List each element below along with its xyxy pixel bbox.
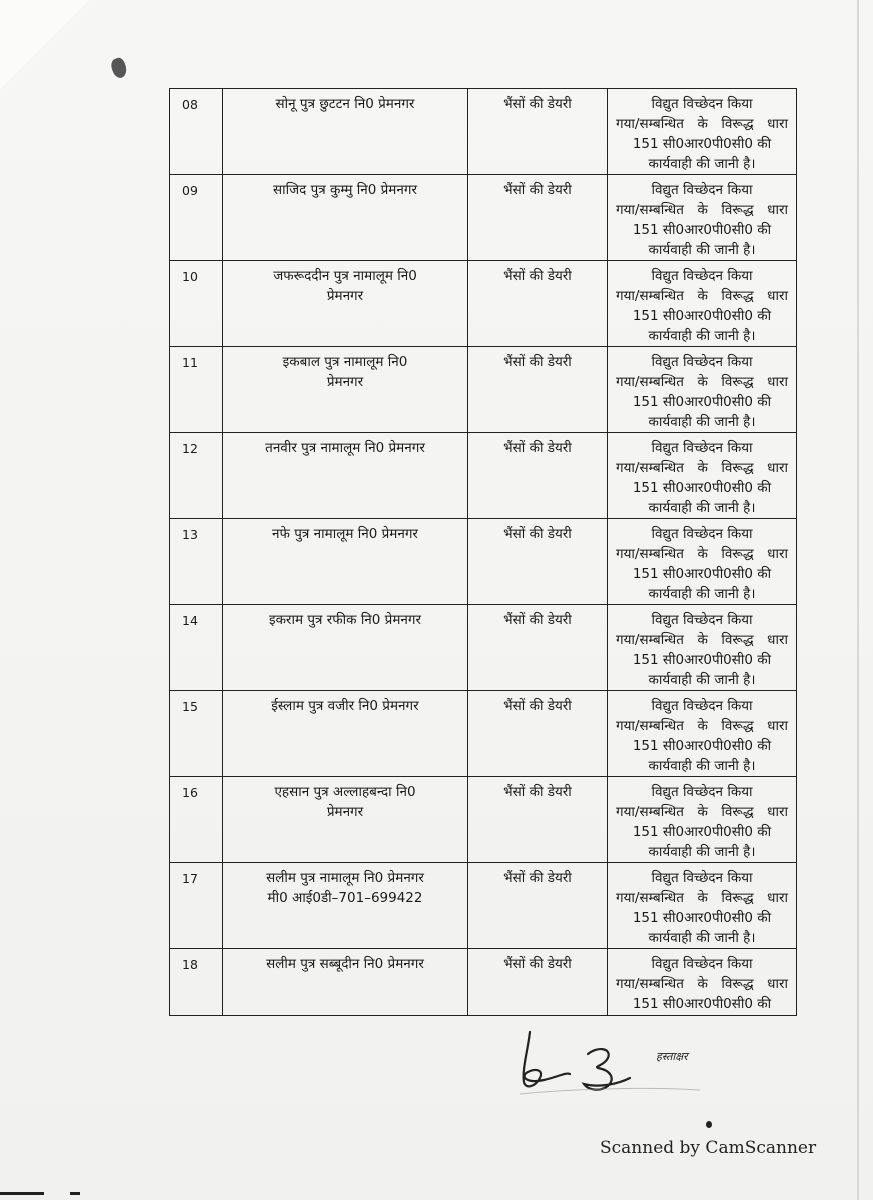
action-taken-line: विद्युत विच्छेदन किया bbox=[651, 440, 753, 456]
business-type-cell: भैंसों की डेयरी bbox=[468, 863, 608, 949]
action-taken-line: गया/सम्बन्धित के विरूद्ध धारा bbox=[616, 546, 788, 562]
serial-number-cell: 12 bbox=[170, 433, 223, 519]
action-taken-line: विद्युत विच्छेदन किया bbox=[651, 612, 753, 628]
action-taken-line: गया/सम्बन्धित के विरूद्ध धारा bbox=[616, 202, 788, 218]
action-taken-line: 151 सी0आर0पी0सी0 की bbox=[632, 910, 772, 926]
consumer-name-cell bbox=[223, 519, 468, 605]
action-taken-line: विद्युत विच्छेदन किया bbox=[651, 354, 753, 370]
handwritten-signature bbox=[500, 1020, 720, 1100]
action-taken-cell bbox=[608, 691, 797, 777]
consumer-name-line: नफे पुत्र नामालूम नि0 प्रेमनगर bbox=[272, 526, 418, 542]
consumer-name-line: एहसान पुत्र अल्लाहबन्दा नि0 bbox=[274, 784, 416, 800]
action-taken-line: गया/सम्बन्धित के विरूद्ध धारा bbox=[616, 890, 788, 906]
action-taken-line: 151 सी0आर0पी0सी0 की bbox=[632, 394, 772, 410]
action-taken-line: गया/सम्बन्धित के विरूद्ध धारा bbox=[616, 116, 788, 132]
action-taken-line: कार्यवाही की जानी है। bbox=[648, 414, 756, 430]
business-type-cell: भैंसों की डेयरी bbox=[468, 519, 608, 605]
table-row bbox=[170, 863, 797, 949]
consumer-name-line: मी0 आई0डी–701–699422 bbox=[267, 890, 423, 906]
table-row bbox=[170, 605, 797, 691]
serial-number-cell: 17 bbox=[170, 863, 223, 949]
action-taken-cell bbox=[608, 605, 797, 691]
consumer-name-line: सलीम पुत्र नामालूम नि0 प्रेमनगर bbox=[266, 870, 424, 886]
consumer-name-line: ईस्लाम पुत्र वजीर नि0 प्रेमनगर bbox=[271, 698, 419, 714]
action-taken-line: विद्युत विच्छेदन किया bbox=[651, 784, 753, 800]
business-type-cell: भैंसों की डेयरी bbox=[468, 261, 608, 347]
serial-number-cell: 16 bbox=[170, 777, 223, 863]
consumer-name-cell bbox=[223, 949, 468, 1016]
consumer-name-line: साजिद पुत्र कुम्मु नि0 प्रेमनगर bbox=[272, 182, 417, 198]
serial-number-cell: 10 bbox=[170, 261, 223, 347]
action-taken-line: 151 सी0आर0पी0सी0 की bbox=[632, 996, 772, 1012]
action-taken-line: गया/सम्बन्धित के विरूद्ध धारा bbox=[616, 374, 788, 390]
action-taken-line: विद्युत विच्छेदन किया bbox=[651, 698, 753, 714]
business-type-cell: भैंसों की डेयरी bbox=[468, 691, 608, 777]
consumer-name-cell bbox=[223, 261, 468, 347]
action-taken-line: कार्यवाही की जानी है। bbox=[648, 328, 756, 344]
action-taken-cell bbox=[608, 347, 797, 433]
action-taken-cell bbox=[608, 863, 797, 949]
business-type-cell: भैंसों की डेयरी bbox=[468, 949, 608, 1016]
business-type-cell: भैंसों की डेयरी bbox=[468, 347, 608, 433]
table-row bbox=[170, 261, 797, 347]
consumer-name-cell bbox=[223, 347, 468, 433]
page-edge bbox=[857, 0, 859, 1200]
ink-blot bbox=[109, 56, 129, 80]
action-taken-line: गया/सम्बन्धित के विरूद्ध धारा bbox=[616, 288, 788, 304]
action-taken-line: गया/सम्बन्धित के विरूद्ध धारा bbox=[616, 718, 788, 734]
action-taken-line: 151 सी0आर0पी0सी0 की bbox=[632, 738, 772, 754]
action-taken-cell bbox=[608, 519, 797, 605]
table-row bbox=[170, 519, 797, 605]
action-taken-line: गया/सम्बन्धित के विरूद्ध धारा bbox=[616, 804, 788, 820]
business-type-cell: भैंसों की डेयरी bbox=[468, 175, 608, 261]
serial-number-cell: 18 bbox=[170, 949, 223, 1016]
business-type-cell: भैंसों की डेयरी bbox=[468, 433, 608, 519]
serial-number-cell: 14 bbox=[170, 605, 223, 691]
serial-number-cell: 13 bbox=[170, 519, 223, 605]
consumer-name-line: प्रेमनगर bbox=[326, 804, 364, 820]
action-taken-line: 151 सी0आर0पी0सी0 की bbox=[632, 222, 772, 238]
action-taken-line: 151 सी0आर0पी0सी0 की bbox=[632, 308, 772, 324]
serial-number-cell: 08 bbox=[170, 89, 223, 175]
business-type-cell: भैंसों की डेयरी bbox=[468, 89, 608, 175]
camscanner-watermark: Scanned by CamScanner bbox=[600, 1138, 817, 1158]
serial-number-cell: 09 bbox=[170, 175, 223, 261]
consumer-name-line: इकराम पुत्र रफीक नि0 प्रेमनगर bbox=[268, 612, 422, 628]
action-taken-line: विद्युत विच्छेदन किया bbox=[651, 182, 753, 198]
consumer-name-cell bbox=[223, 777, 468, 863]
action-taken-line: विद्युत विच्छेदन किया bbox=[651, 526, 753, 542]
consumer-name-cell bbox=[223, 433, 468, 519]
table-row bbox=[170, 949, 797, 1016]
action-taken-line: 151 सी0आर0पी0सी0 की bbox=[632, 652, 772, 668]
action-taken-line: कार्यवाही की जानी है। bbox=[648, 930, 756, 946]
action-taken-line: कार्यवाही की जानी है। bbox=[648, 844, 756, 860]
consumer-name-cell bbox=[223, 863, 468, 949]
action-taken-line: कार्यवाही की जानी है। bbox=[648, 156, 756, 172]
consumer-name-line: प्रेमनगर bbox=[326, 288, 364, 304]
action-taken-line: विद्युत विच्छेदन किया bbox=[651, 268, 753, 284]
signature-text: हस्ताक्षर bbox=[656, 1050, 688, 1063]
records-table-body bbox=[170, 89, 797, 1016]
action-taken-cell bbox=[608, 175, 797, 261]
ink-dot bbox=[706, 1121, 712, 1128]
action-taken-cell bbox=[608, 261, 797, 347]
consumer-name-cell bbox=[223, 175, 468, 261]
action-taken-line: गया/सम्बन्धित के विरूद्ध धारा bbox=[616, 976, 788, 992]
action-taken-line: कार्यवाही की जानी है। bbox=[648, 500, 756, 516]
action-taken-line: विद्युत विच्छेदन किया bbox=[651, 870, 753, 886]
table-row bbox=[170, 433, 797, 519]
consumer-name-cell bbox=[223, 89, 468, 175]
action-taken-line: गया/सम्बन्धित के विरूद्ध धारा bbox=[616, 460, 788, 476]
action-taken-cell bbox=[608, 777, 797, 863]
action-taken-line: 151 सी0आर0पी0सी0 की bbox=[632, 136, 772, 152]
business-type-cell: भैंसों की डेयरी bbox=[468, 777, 608, 863]
consumer-name-line: इकबाल पुत्र नामालूम नि0 bbox=[282, 354, 408, 370]
consumer-name-line: सोनू पुत्र छुटटन नि0 प्रेमनगर bbox=[275, 96, 415, 112]
table-row bbox=[170, 89, 797, 175]
action-taken-cell bbox=[608, 949, 797, 1016]
folded-corner bbox=[0, 0, 90, 90]
action-taken-line: कार्यवाही की जानी है। bbox=[648, 758, 756, 774]
consumer-name-line: सलीम पुत्र सब्बूदीन नि0 प्रेमनगर bbox=[266, 956, 424, 972]
consumer-name-line: तनवीर पुत्र नामालूम नि0 प्रेमनगर bbox=[265, 440, 425, 456]
table-row bbox=[170, 347, 797, 433]
serial-number-cell: 11 bbox=[170, 347, 223, 433]
table-row bbox=[170, 777, 797, 863]
action-taken-line: विद्युत विच्छेदन किया bbox=[651, 956, 753, 972]
serial-number-cell: 15 bbox=[170, 691, 223, 777]
consumer-name-line: जफरूददीन पुत्र नामालूम नि0 bbox=[273, 268, 417, 284]
action-taken-cell bbox=[608, 89, 797, 175]
table-row bbox=[170, 691, 797, 777]
action-taken-line: 151 सी0आर0पी0सी0 की bbox=[632, 480, 772, 496]
action-taken-line: 151 सी0आर0पी0सी0 की bbox=[632, 566, 772, 582]
action-taken-line: विद्युत विच्छेदन किया bbox=[651, 96, 753, 112]
consumer-name-cell bbox=[223, 605, 468, 691]
action-taken-line: गया/सम्बन्धित के विरूद्ध धारा bbox=[616, 632, 788, 648]
action-taken-line: 151 सी0आर0पी0सी0 की bbox=[632, 824, 772, 840]
action-taken-line: कार्यवाही की जानी है। bbox=[648, 586, 756, 602]
bottom-edge-marks bbox=[0, 1190, 873, 1200]
table-row bbox=[170, 175, 797, 261]
action-taken-cell bbox=[608, 433, 797, 519]
business-type-cell: भैंसों की डेयरी bbox=[468, 605, 608, 691]
records-table-wrapper bbox=[169, 88, 797, 1020]
action-taken-line: कार्यवाही की जानी है। bbox=[648, 242, 756, 258]
action-taken-line: कार्यवाही की जानी है। bbox=[648, 672, 756, 688]
consumer-name-line: प्रेमनगर bbox=[326, 374, 364, 390]
records-table bbox=[169, 88, 797, 1016]
consumer-name-cell bbox=[223, 691, 468, 777]
